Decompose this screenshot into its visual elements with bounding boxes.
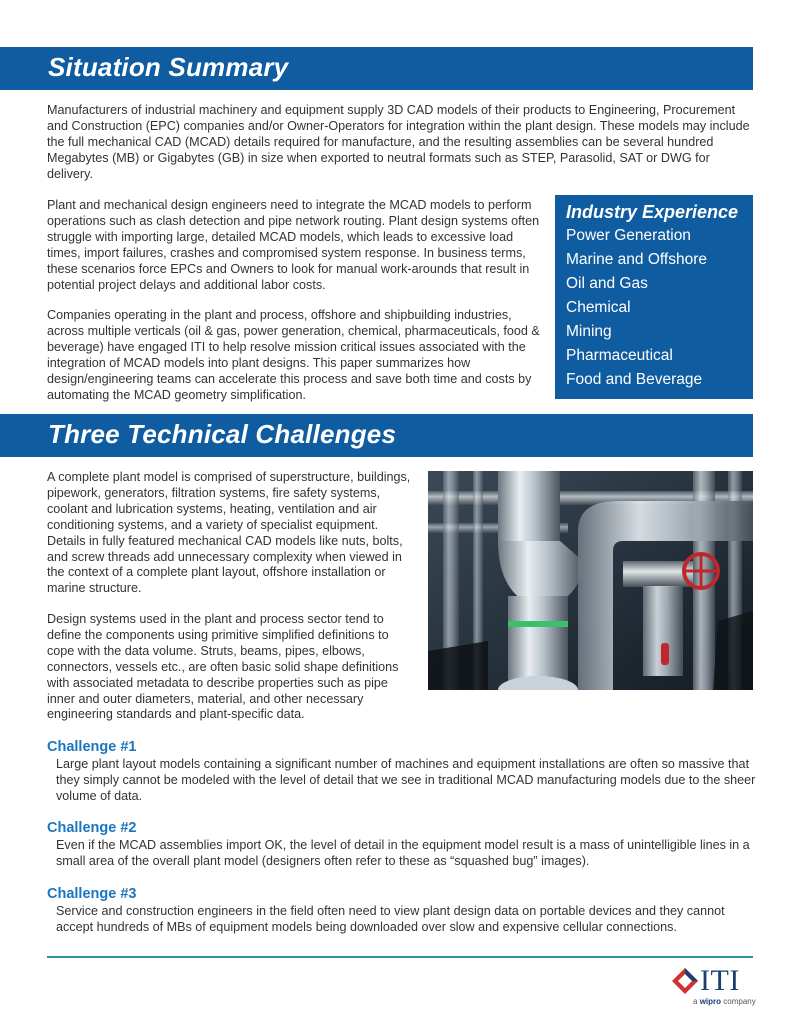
industrial-pipework-photo xyxy=(428,471,753,690)
tagline-brand: wipro xyxy=(699,997,722,1006)
tagline-suffix: company xyxy=(723,997,756,1006)
situation-summary-banner xyxy=(0,47,753,90)
iti-diamond-icon xyxy=(672,967,702,995)
industry-experience-box xyxy=(555,195,753,399)
industry-item: Mining xyxy=(566,323,612,340)
industry-item: Chemical xyxy=(566,299,631,316)
industry-item: Power Generation xyxy=(566,227,691,244)
plant-model-paragraph: A complete plant model is comprised of superstructure, buildings, pipework, generators, filtration systems, fire safety systems, coolant and lubrication systems, heating, ventilation and air conditioning systems, and a variety of specialist equipment. Details in fully featured mechanical CAD models like nuts, bolts, and screw threads add unnecessary complexity when viewed in the context of a complete plant layout, offshore installation or marine structure. xyxy=(47,470,411,596)
footer-divider xyxy=(47,956,753,958)
challenge-1-body: Large plant layout models containing a significant number of machines and equipment installations are often so massive that they simply cannot be modeled with the level of detail that we see in traditional MCAD manufacturing models due to the sheer volume of data. xyxy=(56,757,756,803)
wipro-tagline xyxy=(693,997,756,1006)
section-title: Situation Summary xyxy=(48,52,289,82)
iti-wordmark: ITI xyxy=(700,964,740,997)
industry-item: Oil and Gas xyxy=(566,275,648,292)
industry-list xyxy=(566,227,707,395)
industry-item: Marine and Offshore xyxy=(566,251,708,268)
industry-experience-title: Industry Experience xyxy=(566,202,739,222)
challenge-1-heading: Challenge #1 xyxy=(47,739,137,755)
challenge-2-heading: Challenge #2 xyxy=(47,820,137,836)
companies-paragraph: Companies operating in the plant and process, offshore and shipbuilding industries, across multiple verticals (oil & gas, power generation, chemical, pharmaceuticals, food & beverage) have engaged ITI to help resolve mission critical issues associated with the integration of MCAD models into plant designs. This paper summarizes how design/engineering teams can accelerate this process and save both time and costs by automating the MCAD geometry simplification. xyxy=(47,308,540,402)
iti-logo xyxy=(672,966,754,1010)
industry-item: Food and Beverage xyxy=(566,371,703,388)
challenge-3-heading: Challenge #3 xyxy=(47,886,137,902)
tagline-prefix: a xyxy=(693,997,698,1006)
challenge-2-body: Even if the MCAD assemblies import OK, the level of detail in the equipment model result is a mass of unintelligible lines in a small area of the overall plant model (designers often refer to these as “squashed bug” images). xyxy=(56,838,750,868)
challenge-3-body: Service and construction engineers in the field often need to view plant design data on portable devices and they cannot accept hundreds of MBs of equipment models being downloaded over slow and expensive cellular connections. xyxy=(56,904,725,934)
design-systems-paragraph: Design systems used in the plant and process sector tend to define the components using primitive simplified definitions to cope with the data volume. Struts, beams, pipes, elbows, connectors, vessels etc., are often basic solid shape definitions with associated metadata to describe properties such as pipe inner and outer diameters, material, and other necessary engineering standards and plant-specific data. xyxy=(47,612,399,722)
industry-item: Pharmaceutical xyxy=(566,347,673,364)
technical-challenges-banner xyxy=(0,414,753,457)
section-title: Three Technical Challenges xyxy=(48,419,397,449)
integration-paragraph: Plant and mechanical design engineers need to integrate the MCAD models to perform operations such as clash detection and pipe network routing. Plant design systems often struggle with importing large, detailed MCAD models, which leads to excessive load times, import failures, crashes and compromised system response. In business terms, these scenarios force EPCs and Owners to look for manual work-arounds that result in potential project delays and additional labor costs. xyxy=(47,198,540,292)
intro-paragraph: Manufacturers of industrial machinery and equipment supply 3D CAD models of their products to Engineering, Procurement and Construction (EPC) companies and/or Owner-Operators for integration within the plant design. These models may include the full mechanical CAD (MCAD) details required for manufacture, and the resulting assemblies can be several hundred Megabytes (MB) or Gigabytes (GB) in size when exported to neutral formats such as STEP, Parasolid, SAT or DWG for delivery. xyxy=(47,103,750,181)
